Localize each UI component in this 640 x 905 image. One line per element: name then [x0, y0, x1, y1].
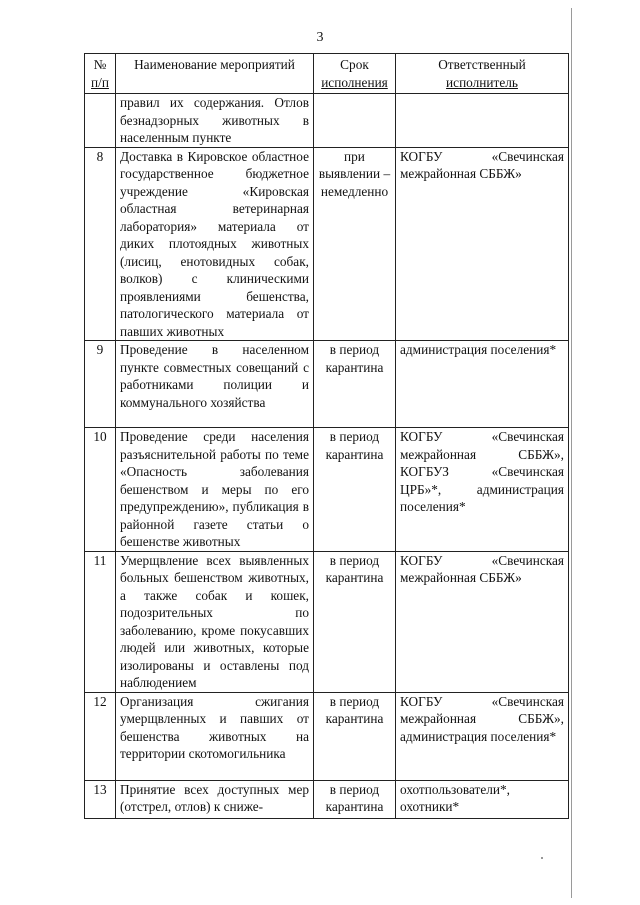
row-term: в период карантина — [314, 551, 396, 692]
row-measure: Организация сжигания умерщвленных и павших от бешенства животных на территории скотомогильника — [116, 692, 314, 780]
row-responsible: КОГБУ «Свечинская межрайонная СББЖ», КОГБУЗ «Свечинская ЦРБ»*, администрация поселения* — [396, 428, 569, 552]
row-responsible — [396, 94, 569, 148]
table-row — [85, 692, 569, 780]
row-responsible: охотпользователи*, охотники* — [396, 780, 569, 818]
measures-table — [84, 53, 569, 819]
row-number: 8 — [85, 147, 116, 341]
scan-edge-line — [571, 8, 572, 898]
scan-speck — [541, 857, 543, 859]
table-row — [85, 551, 569, 692]
row-measure: правил их содержания. Отлов безнадзорных животных в населенным пункте — [116, 94, 314, 148]
row-measure: Принятие всех доступных мер (отстрел, отлов) к сниже- — [116, 780, 314, 818]
row-term: в период карантина — [314, 341, 396, 428]
row-measure: Умерщвление всех выявленных больных бешенством животных, а также собак и кошек, подозрительных по заболеванию, кроме покусавших людей или животных, которые изолированы и оставлены под наблюдением — [116, 551, 314, 692]
row-responsible: КОГБУ «Свечинская межрайонная СББЖ» — [396, 551, 569, 692]
header-name-label: Наименование мероприятий — [134, 57, 295, 72]
header-responsible — [396, 54, 569, 94]
header-responsible-line1: Ответственный — [438, 57, 526, 72]
row-term: в период карантина — [314, 428, 396, 552]
row-number: 12 — [85, 692, 116, 780]
row-term — [314, 94, 396, 148]
row-number: 10 — [85, 428, 116, 552]
table-row — [85, 341, 569, 428]
header-number-line1: № — [93, 57, 107, 72]
row-measure: Проведение среди населения разъяснительной работы по теме «Опасность заболевания бешенством и меры по его предупреждению», публикация в районной газете статьи о бешенстве животных — [116, 428, 314, 552]
table-row — [85, 780, 569, 818]
row-number: 11 — [85, 551, 116, 692]
row-measure: Проведение в населенном пункте совместных совещаний с работниками полиции и коммунального хозяйства — [116, 341, 314, 428]
row-term: при выявлении – немедленно — [314, 147, 396, 341]
row-term: в период карантина — [314, 780, 396, 818]
row-number: 13 — [85, 780, 116, 818]
table-row — [85, 94, 569, 148]
header-number-line2: п/п — [91, 74, 109, 90]
table-header-row — [85, 54, 569, 94]
table-row — [85, 428, 569, 552]
row-responsible: администрация поселения* — [396, 341, 569, 428]
header-term — [314, 54, 396, 94]
header-term-line2: исполнения — [321, 74, 388, 90]
row-measure: Доставка в Кировское областное государственное бюджетное учреждение «Кировская областная ветеринарная лаборатория» материала от диких плотоядных животных (лисиц, енотовидных собак, волков) с клиническими проявлениями бешенства, патологического материала от павших животных — [116, 147, 314, 341]
row-responsible: КОГБУ «Свечинская межрайонная СББЖ» — [396, 147, 569, 341]
header-number — [85, 54, 116, 94]
row-number — [85, 94, 116, 148]
row-responsible: КОГБУ «Свечинская межрайонная СББЖ», администрация поселения* — [396, 692, 569, 780]
header-name — [116, 54, 314, 94]
header-term-line1: Срок — [340, 57, 369, 72]
row-number: 9 — [85, 341, 116, 428]
header-responsible-line2: исполнитель — [446, 74, 518, 90]
row-term: в период карантина — [314, 692, 396, 780]
table-row — [85, 147, 569, 341]
page-number: 3 — [316, 30, 324, 45]
